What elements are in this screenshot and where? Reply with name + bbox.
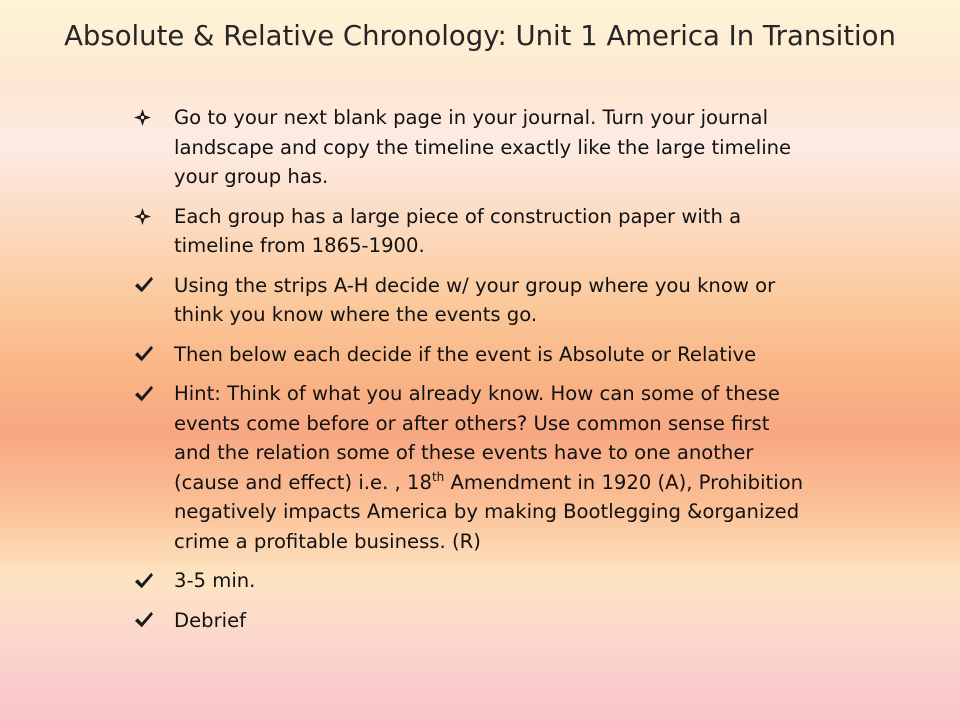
list-item [130,606,810,636]
check-icon [134,606,164,636]
item-text: Each group has a large piece of construction paper with a timeline from 1865-1900. [174,204,742,257]
check-icon [134,340,164,370]
list-item [130,566,810,596]
list-item [130,379,810,556]
bullet-list [130,103,810,635]
list-item [130,271,810,330]
diamond-icon [134,202,164,232]
item-text: Go to your next blank page in your journal. Turn your journal landscape and copy the timeline exactly like the large timeline your group has. [174,106,792,188]
superscript: th [431,469,445,484]
check-icon [134,271,164,301]
list-item [130,340,810,370]
diamond-icon [134,103,164,133]
check-icon [134,379,164,409]
item-text: Hint: Think of what you already know. How can some of these events come before or after others? Use common sense first and the relation some of these events have to one another (cause and effect) i.e. , 18th Amendment in 1920 (A), Prohibition negatively impacts America by making Bootlegging &organized crime a profitable business. (R) [174,382,804,553]
check-icon [134,566,164,596]
item-text: Then below each decide if the event is Absolute or Relative [174,342,757,366]
slide-title: Absolute & Relative Chronology: Unit 1 America In Transition [64,20,896,52]
item-text: Using the strips A-H decide w/ your group where you know or think you know where the events go. [174,273,776,326]
item-text: Debrief [174,608,247,632]
item-text: 3-5 min. [174,569,256,592]
list-item [130,103,810,192]
list-item [130,202,810,261]
